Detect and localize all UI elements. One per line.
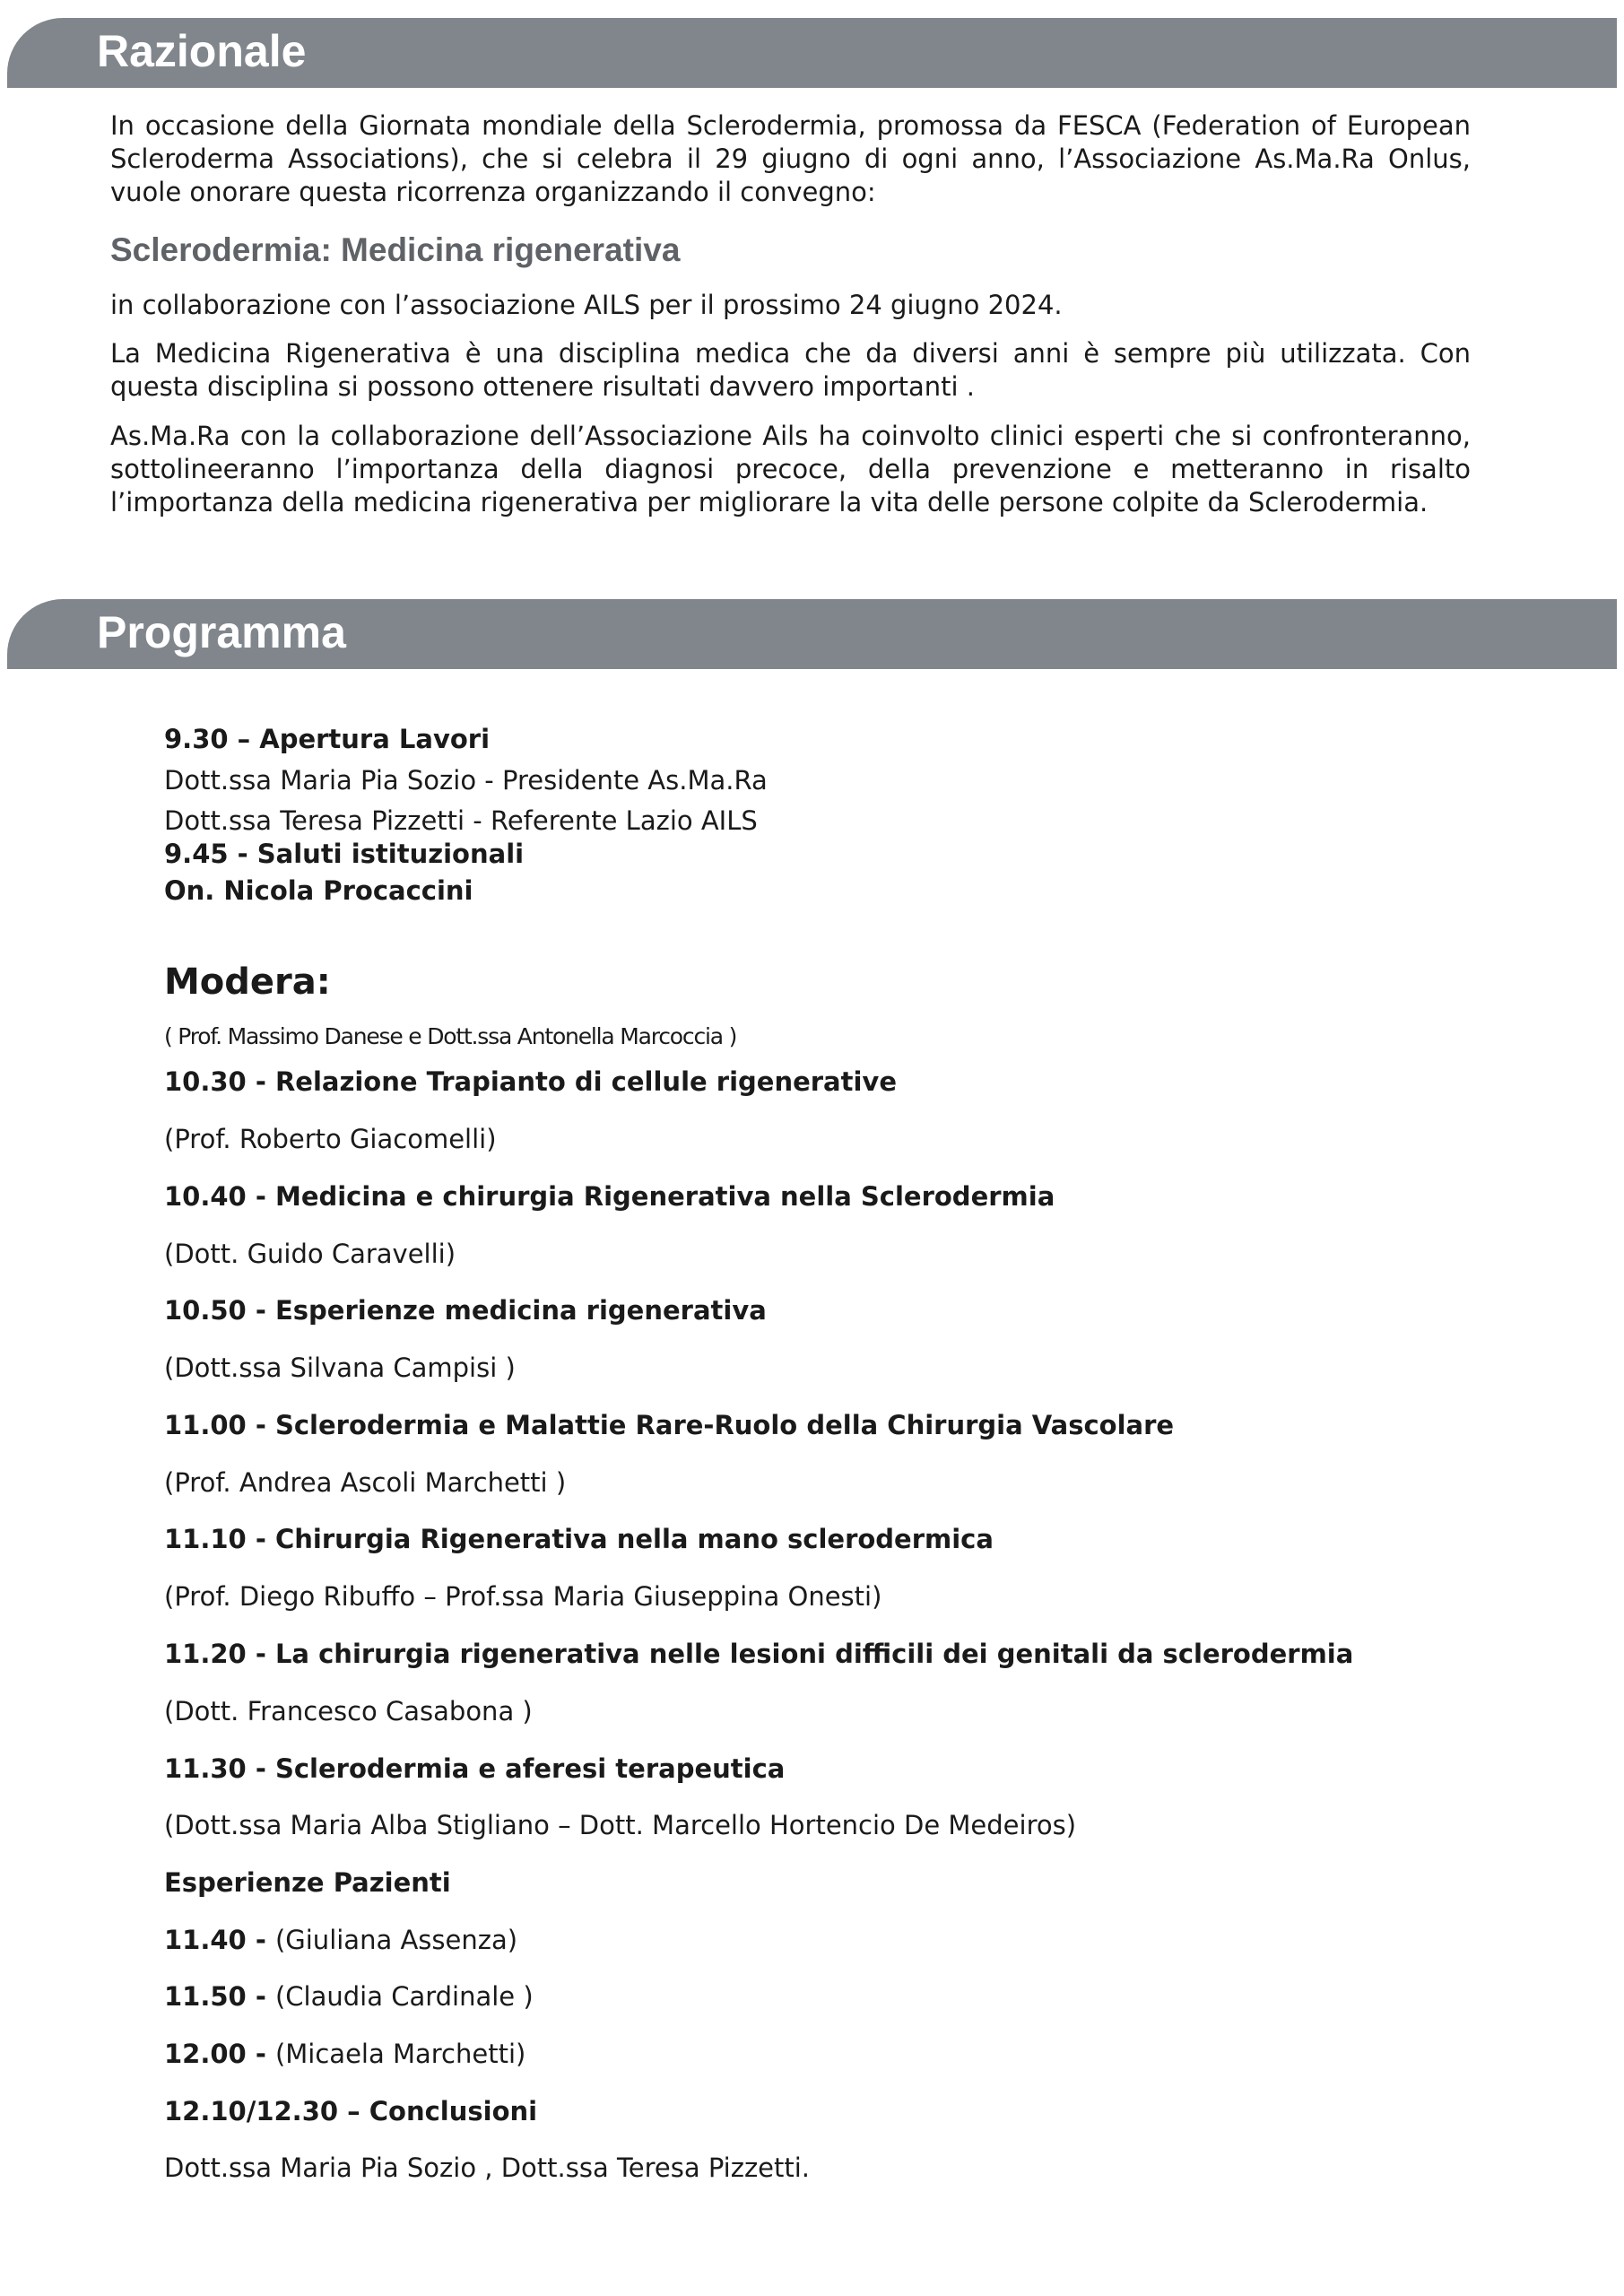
patient-name: (Giuliana Assenza) (274, 1925, 518, 1955)
talk-speaker: (Dott.ssa Maria Alba Stigliano – Dott. Marcello Hortencio De Medeiros) (164, 1810, 1077, 1840)
patient-name: (Micaela Marchetti) (274, 2039, 526, 2069)
talk-speaker: (Prof. Andrea Ascoli Marchetti ) (164, 1467, 567, 1498)
talk-speaker: (Dott.ssa Silvana Campisi ) (164, 1352, 516, 1383)
talk-title: 11.20 - La chirurgia rigenerativa nelle lesioni difficili dei genitali da sclerodermia (164, 1639, 1354, 1669)
patient-item (164, 1923, 517, 1957)
patient-item (164, 1979, 534, 2013)
talk-speaker: (Dott. Francesco Casabona ) (164, 1696, 533, 1726)
talk-title: 10.30 - Relazione Trapianto di cellule rigenerative (164, 1066, 897, 1097)
patient-item (164, 2037, 525, 2071)
apertura-speaker-1: Dott.ssa Maria Pia Sozio - Presidente As.Ma.Ra (164, 765, 768, 796)
collaboration-paragraph: in collaborazione con l’associazione AILS per il prossimo 24 giugno 2024. (110, 290, 1063, 320)
talk-title: 10.50 - Esperienze medicina rigenerativa (164, 1295, 767, 1326)
patient-time: 11.40 - (164, 1925, 275, 1955)
apertura-title: 9.30 – Apertura Lavori (164, 724, 491, 754)
razionale-intro-paragraph: In occasione della Giornata mondiale della Sclerodermia, promossa da FESCA (Federation of European Scleroderma Associations), che si celebra il 29 giugno di ogni anno, l’Associazione As.Ma.Ra Onlus, vuole onorare questa ricorrenza organizzando il convegno: (110, 110, 1471, 207)
patient-name: (Claudia Cardinale ) (274, 1981, 534, 2012)
talk-speaker: (Prof. Roberto Giacomelli) (164, 1124, 497, 1154)
conclusioni-title: 12.10/12.30 – Conclusioni (164, 2096, 538, 2126)
moderatori: ( Prof. Massimo Danese e Dott.ssa Antonella Marcoccia ) (164, 1023, 737, 1049)
patient-time: 11.50 - (164, 1981, 275, 2012)
modera-heading: Modera: (164, 961, 331, 1003)
medicina-rigenerativa-paragraph: La Medicina Rigenerativa è una disciplina medica che da diversi anni è sempre più utilizzata. Con questa disciplina si possono ottenere risultati davvero importanti . (110, 338, 1471, 402)
talk-title: 11.30 - Sclerodermia e aferesi terapeutica (164, 1753, 786, 1784)
saluti-title: 9.45 - Saluti istituzionali (164, 839, 525, 869)
asmara-paragraph: As.Ma.Ra con la collaborazione dell’Associazione Ails ha coinvolto clinici esperti che si confronteranno, sottolineeranno l’importanza della diagnosi precoce, della prevenzione e metteranno in risalto l’importanza della medicina rigenerativa per migliorare la vita delle persone colpite da Sclerodermia. (110, 421, 1471, 517)
talk-speaker: (Prof. Diego Ribuffo – Prof.ssa Maria Giuseppina Onesti) (164, 1581, 882, 1612)
talk-speaker: (Dott. Guido Caravelli) (164, 1239, 456, 1269)
section-title-razionale: Razionale (97, 26, 307, 76)
talk-title: 11.10 - Chirurgia Rigenerativa nella mano sclerodermica (164, 1524, 994, 1554)
section-header-programma (7, 599, 1617, 669)
section-title-programma: Programma (97, 607, 346, 657)
patient-time: 12.00 - (164, 2039, 275, 2069)
talk-title: 10.40 - Medicina e chirurgia Rigenerativa nella Sclerodermia (164, 1181, 1055, 1212)
saluti-speaker: On. Nicola Procaccini (164, 875, 473, 906)
apertura-speaker-2: Dott.ssa Teresa Pizzetti - Referente Lazio AILS (164, 805, 758, 836)
talk-title: 11.00 - Sclerodermia e Malattie Rare-Ruolo della Chirurgia Vascolare (164, 1410, 1175, 1440)
conclusioni-speakers: Dott.ssa Maria Pia Sozio , Dott.ssa Teresa Pizzetti. (164, 2152, 811, 2183)
section-header-razionale (7, 18, 1617, 88)
conference-title: Sclerodermia: Medicina rigenerativa (110, 231, 681, 268)
esperienze-pazienti-label: Esperienze Pazienti (164, 1867, 451, 1898)
